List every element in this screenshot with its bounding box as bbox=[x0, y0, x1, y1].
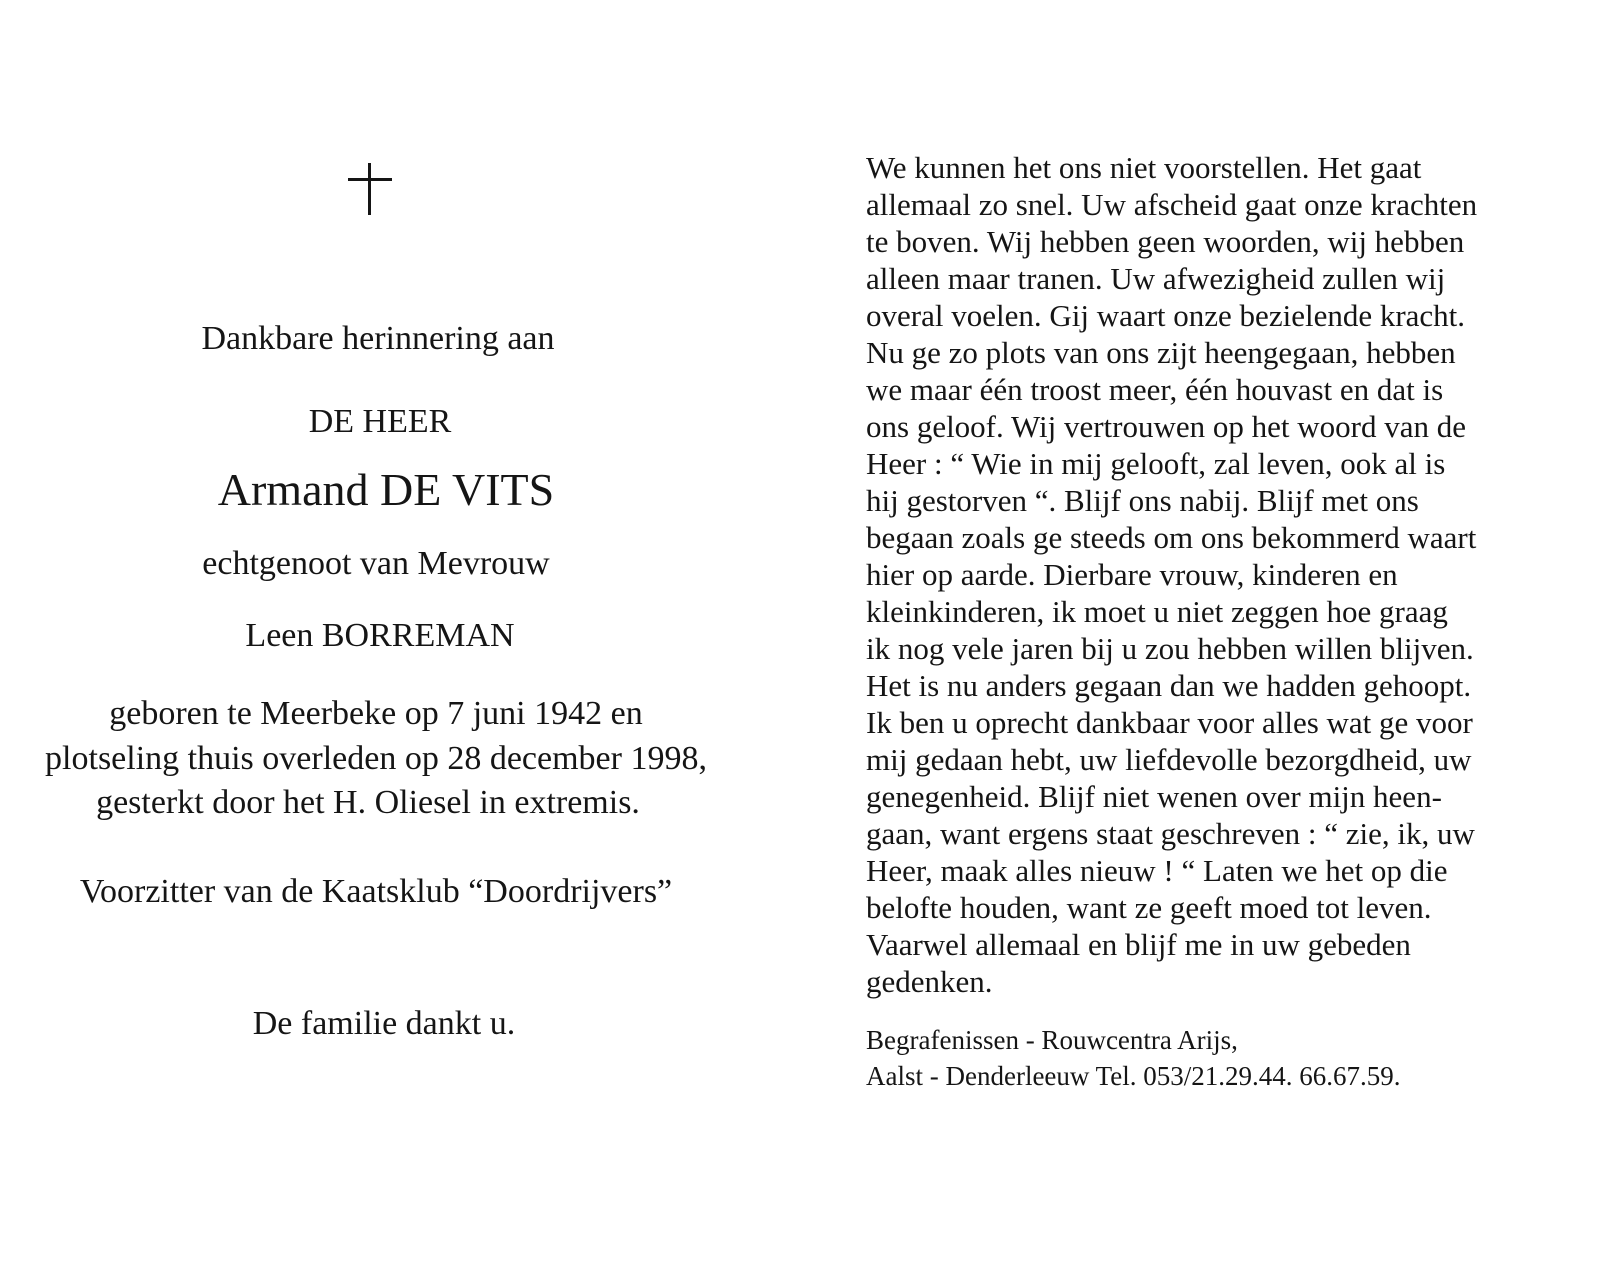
cross-icon bbox=[348, 163, 392, 215]
poem-line: belofte houden, want ze geeft moed tot leven. bbox=[866, 890, 1432, 925]
poem-line: Ik ben u oprecht dankbaar voor alles wat ge voor bbox=[866, 705, 1473, 740]
left-panel bbox=[0, 0, 760, 1269]
poem-line: Nu ge zo plots van ons zijt heengegaan, hebben bbox=[866, 335, 1456, 370]
poem-line: We kunnen het ons niet voorstellen. Het gaat bbox=[866, 150, 1422, 185]
poem-line: overal voelen. Gij waart onze bezielende kracht. bbox=[866, 298, 1466, 333]
poem-line: hier op aarde. Dierbare vrouw, kinderen en bbox=[866, 557, 1398, 592]
poem-line: hij gestorven “. Blijf ons nabij. Blijf met ons bbox=[866, 483, 1419, 518]
poem-line: ik nog vele jaren bij u zou hebben willen blijven. bbox=[866, 631, 1474, 666]
poem-line: Heer : “ Wie in mij gelooft, zal leven, ook al is bbox=[866, 446, 1446, 481]
funeral-home-name: Begrafenissen - Rouwcentra Arijs, bbox=[866, 1025, 1238, 1055]
poem-line: Heer, maak alles nieuw ! “ Laten we het op die bbox=[866, 853, 1448, 888]
title-text: DE HEER bbox=[308, 403, 452, 440]
intro-text: Dankbare herinnering aan bbox=[201, 320, 555, 357]
funeral-home-info bbox=[866, 1022, 1586, 1094]
poem-text bbox=[866, 149, 1586, 1000]
poem-line: mij gedaan hebt, uw liefdevolle bezorgdheid, uw bbox=[866, 742, 1472, 777]
poem-line: ons geloof. Wij vertrouwen op het woord van de bbox=[866, 409, 1466, 444]
poem-line: genegenheid. Blijf niet wenen over mijn heen- bbox=[866, 779, 1442, 814]
spouse-name: Leen BORREMAN bbox=[245, 617, 515, 654]
funeral-home-contact: Aalst - Denderleeuw Tel. 053/21.29.44. 66.67.59. bbox=[866, 1061, 1401, 1091]
poem-line: kleinkinderen, ik moet u niet zeggen hoe graag bbox=[866, 594, 1448, 629]
poem-line: allemaal zo snel. Uw afscheid gaat onze krachten bbox=[866, 187, 1478, 222]
poem-line: Het is nu anders gegaan dan we hadden gehoopt. bbox=[866, 668, 1472, 703]
poem-line: gedenken. bbox=[866, 964, 993, 999]
died-line: plotseling thuis overleden op 28 december 1998, bbox=[45, 740, 707, 777]
poem-line: begaan zoals ge steeds om ons bekommerd waart bbox=[866, 520, 1477, 555]
role-line: Voorzitter van de Kaatsklub “Doordrijvers” bbox=[79, 873, 673, 910]
poem-line: we maar één troost meer, één houvast en dat is bbox=[866, 372, 1444, 407]
family-thanks: De familie dankt u. bbox=[252, 1005, 516, 1042]
poem-line: alleen maar tranen. Uw afwezigheid zullen wij bbox=[866, 261, 1446, 296]
spouse-intro: echtgenoot van Mevrouw bbox=[202, 545, 550, 582]
born-line: geboren te Meerbeke op 7 juni 1942 en bbox=[109, 695, 643, 732]
poem-line: Vaarwel allemaal en blijf me in uw gebeden bbox=[866, 927, 1411, 962]
strengthened-line: gesterkt door het H. Oliesel in extremis. bbox=[96, 784, 640, 821]
poem-line: gaan, want ergens staat geschreven : “ zie, ik, uw bbox=[866, 816, 1475, 851]
deceased-name: Armand DE VITS bbox=[217, 464, 555, 515]
poem-line: te boven. Wij hebben geen woorden, wij hebben bbox=[866, 224, 1465, 259]
